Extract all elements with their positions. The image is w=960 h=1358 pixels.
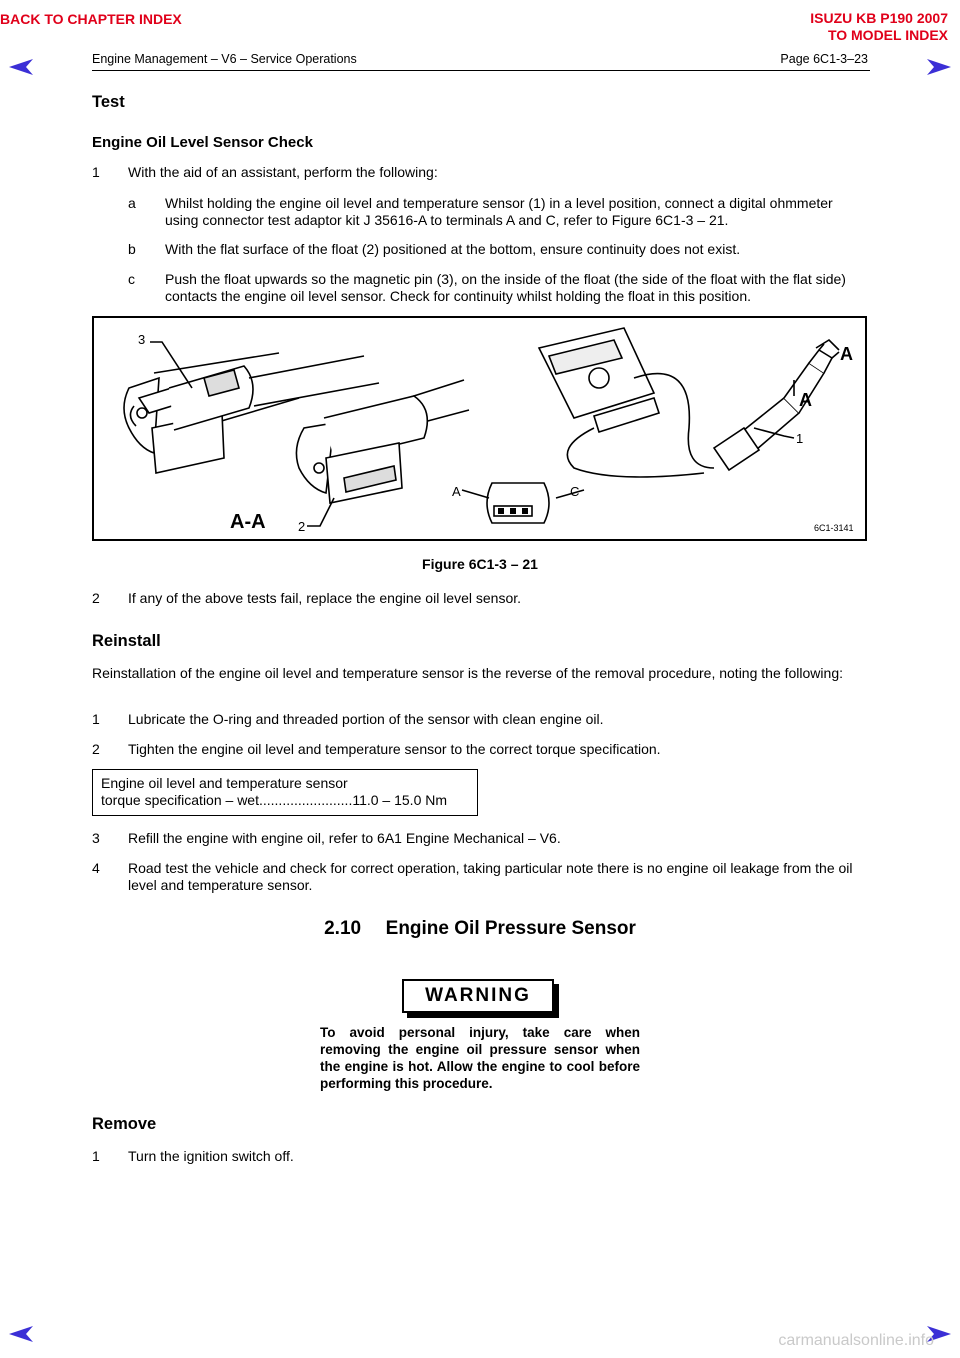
callout-2: 2 xyxy=(298,519,306,534)
header-rule xyxy=(92,70,870,71)
model-title: ISUZU KB P190 2007 xyxy=(810,10,948,26)
step-text: Road test the vehicle and check for correct operation, taking particular note there is no engine oil leakage from the oil level and temperature sensor. xyxy=(128,860,853,893)
section-title: Engine Oil Pressure Sensor xyxy=(385,918,636,939)
step-number: 1 xyxy=(92,711,100,727)
terminal-a-label: A xyxy=(452,484,461,499)
section-a-top-label: A xyxy=(840,344,853,364)
step-text: With the aid of an assistant, perform the following: xyxy=(128,164,438,180)
watermark: carmanualsonline.info xyxy=(778,1332,934,1349)
warning-text: To avoid personal injury, take care when removing the engine oil pressure sensor when the engine is hot. Allow the engine to cool before performing this procedure. xyxy=(320,1025,640,1091)
section-a-mid-label: A xyxy=(799,390,812,410)
step-text: Tighten the engine oil level and temperature sensor to the correct torque specification. xyxy=(128,741,661,757)
step-text: Turn the ignition switch off. xyxy=(128,1148,294,1164)
warning-badge: WARNING xyxy=(402,979,554,1013)
callout-1: 1 xyxy=(796,431,804,446)
model-index-link[interactable] xyxy=(810,10,948,44)
reinstall-heading: Reinstall xyxy=(92,632,161,650)
header-page-number: Page 6C1-3–23 xyxy=(780,52,868,66)
substep-text: With the flat surface of the float (2) positioned at the bottom, ensure continuity does not exist. xyxy=(165,241,741,257)
step-text: If any of the above tests fail, replace the engine oil level sensor. xyxy=(128,590,522,606)
section-aa-label: A-A xyxy=(230,511,266,533)
to-model-index-label: TO MODEL INDEX xyxy=(827,27,948,43)
step-number: 1 xyxy=(92,1148,100,1164)
figure-reference: 6C1-3141 xyxy=(814,523,854,533)
test-heading: Test xyxy=(92,93,125,111)
step-number: 2 xyxy=(92,590,100,606)
figure-caption: Figure 6C1-3 – 21 xyxy=(422,556,538,572)
section-heading xyxy=(0,918,960,940)
step-number: 3 xyxy=(92,830,100,846)
spec-line: torque specification – wet........................11.0 – 15.0 Nm xyxy=(101,792,448,808)
step-text: Refill the engine with engine oil, refer to 6A1 Engine Mechanical – V6. xyxy=(128,830,561,846)
next-page-arrow-icon[interactable] xyxy=(927,59,951,75)
reinstall-intro: Reinstallation of the engine oil level and temperature sensor is the reverse of the removal procedure, noting the following: xyxy=(92,665,843,681)
spec-line: Engine oil level and temperature sensor xyxy=(101,775,348,791)
substep-letter: a xyxy=(128,195,136,211)
sensor-diagram xyxy=(94,318,865,539)
step-number: 2 xyxy=(92,741,100,757)
previous-page-bottom-arrow-icon[interactable] xyxy=(9,1326,33,1342)
callout-3: 3 xyxy=(138,332,146,347)
substep-text: Whilst holding the engine oil level and temperature sensor (1) in a level position, connect a digital ohmmeter using connector test adaptor kit J 35616-A to terminals A and C, refer to Figure 6C1-3 – 21. xyxy=(165,195,833,228)
remove-heading: Remove xyxy=(92,1115,157,1133)
header-title: Engine Management – V6 – Service Operations xyxy=(92,52,357,66)
substep-letter: c xyxy=(128,271,135,287)
figure-oil-level-sensor-test xyxy=(92,316,867,541)
terminal-c-label: C xyxy=(570,484,580,499)
step-number: 1 xyxy=(92,164,100,180)
previous-page-arrow-icon[interactable] xyxy=(9,59,33,75)
torque-spec-box xyxy=(92,769,478,816)
back-to-chapter-index-link[interactable]: BACK TO CHAPTER INDEX xyxy=(0,11,182,27)
substep-text: Push the float upwards so the magnetic pin (3), on the inside of the float (the side of the float with the flat side) contacts the engine oil level sensor. Check for continuity whilst holding the float in this position. xyxy=(165,271,846,304)
section-number: 2.10 xyxy=(324,918,362,939)
substep-letter: b xyxy=(128,241,136,257)
step-text: Lubricate the O-ring and threaded portion of the sensor with clean engine oil. xyxy=(128,711,604,727)
step-number: 4 xyxy=(92,860,100,876)
oil-level-sensor-check-heading: Engine Oil Level Sensor Check xyxy=(92,134,313,151)
